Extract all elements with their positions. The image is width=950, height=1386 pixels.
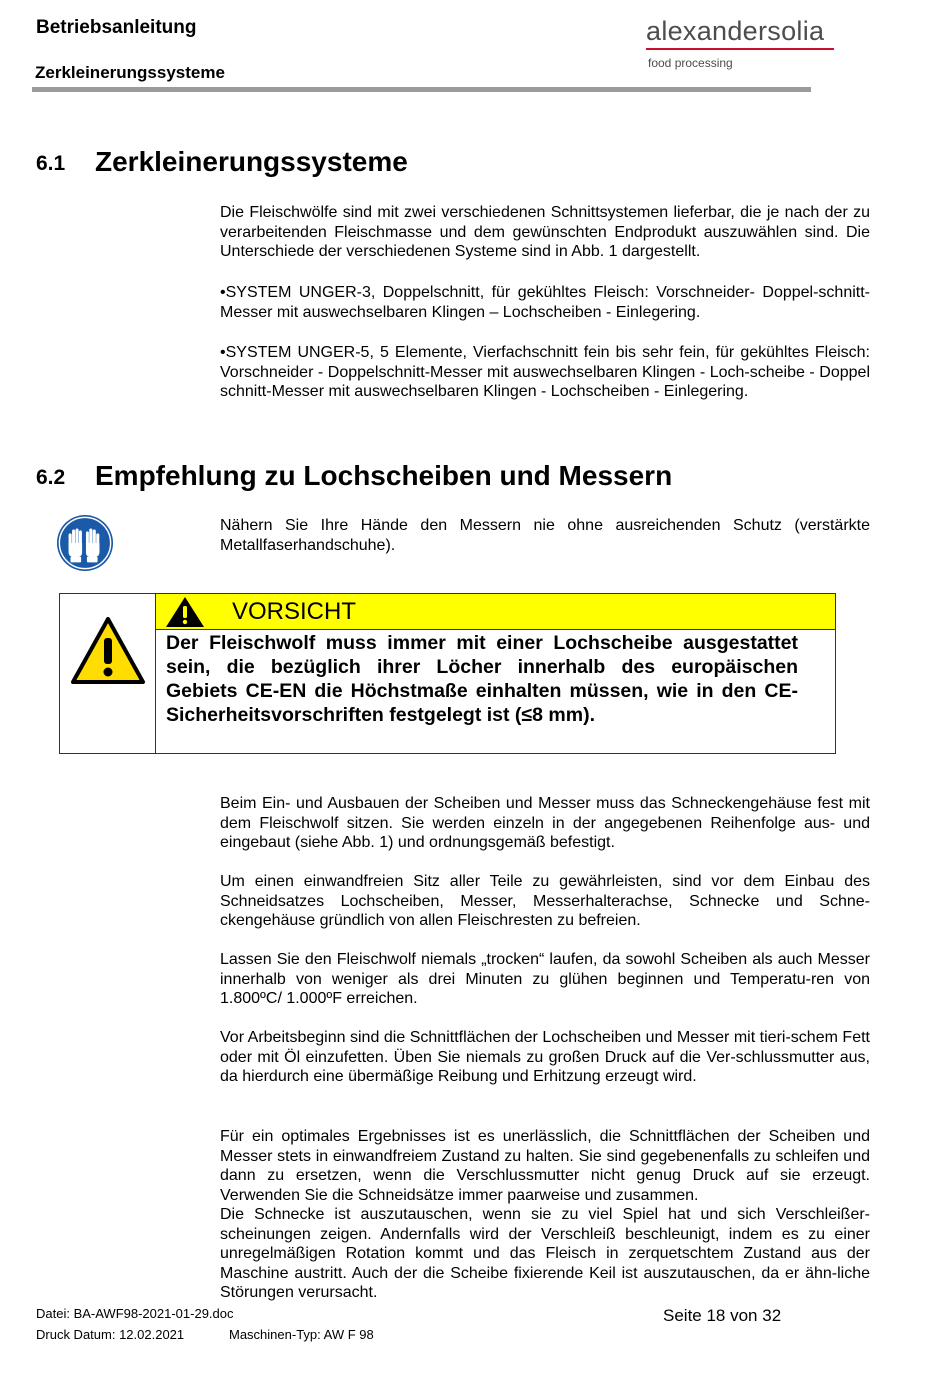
header-title: Betriebsanleitung xyxy=(36,17,197,38)
warning-triangle-icon xyxy=(70,616,146,686)
section2-title: Empfehlung zu Lochscheiben und Messern xyxy=(95,460,673,491)
section1-title: Zerkleinerungssysteme xyxy=(95,146,408,177)
logo-underline xyxy=(646,48,834,50)
section2-paragraph-3: Lassen Sie den Fleischwolf niemals „trocken“ laufen, da sowohl Scheiben als auch Messer innerhalb von weniger als drei Minuten zu glühen beginnen und Temperatu-ren von 1.800ºC/ 1.000ºF erreichen. xyxy=(220,951,870,1007)
section1-number: 6.1 xyxy=(36,152,66,175)
section2-number: 6.2 xyxy=(36,466,66,489)
page-number: Seite 18 von 32 xyxy=(663,1306,782,1325)
footer-file: Datei: BA-AWF98-2021-01-29.doc xyxy=(36,1306,234,1321)
glove-note: Nähern Sie Ihre Hände den Messern nie ohne ausreichenden Schutz (verstärkte Metallfaserhandschuhe). xyxy=(220,517,870,554)
header-rule xyxy=(32,87,811,92)
section2-paragraph-5: Für ein optimales Ergebnisses ist es unerlässlich, die Schnittflächen der Scheiben und Messer stets in einwandfreiem Zustand zu halten. Sie sind gegebenenfalls zu schleifen und dann zu ersetzen, wenn die Verschlussmutter nicht genug Druck auf sie erzeugt. Verwenden Sie die Schneidsätze immer paarweise und zusammen. xyxy=(220,1128,870,1204)
section2-paragraph-2: Um einen einwandfreien Sitz aller Teile zu gewährleisten, sind vor dem Einbau des Schneidsatzes Lochscheiben, Messer, Messerhalterachse, Schnecke und Schne-ckengehäuse gründlich von allen Fleischresten zu befreien. xyxy=(220,873,870,929)
protective-gloves-icon xyxy=(56,514,114,572)
warning-label: VORSICHT xyxy=(232,598,357,625)
warning-text: Der Fleischwolf muss immer mit einer Lochscheibe ausgestattet sein, die bezüglich ihrer Löcher innerhalb des europäischen Gebiets CE-EN die Höchstmaße einhalten müssen, wie in den CE-Sicherheitsvorschriften festgelegt ist (≤8 mm). xyxy=(166,632,798,726)
section1-paragraph-2: •SYSTEM UNGER-3, Doppelschnitt, für gekühltes Fleisch: Vorschneider- Doppel-schnitt-Messer mit auswechselbaren Klingen – Lochscheiben - Einlegering. xyxy=(220,284,870,321)
footer-machine-type: Maschinen-Typ: AW F 98 xyxy=(229,1327,374,1342)
warning-triangle-icon xyxy=(165,596,205,628)
section1-paragraph-3: •SYSTEM UNGER-5, 5 Elemente, Vierfachschnitt fein bis sehr fein, für gekühltes Fleisch: Vorschneider - Doppelschnitt-Messer mit auswechselbaren Klingen - Loch-scheibe - Doppel schnitt-Messer mit auswechselbaren Klingen - Lochscheiben - Einlegering. xyxy=(220,344,870,400)
footer-print-date: Druck Datum: 12.02.2021 xyxy=(36,1327,185,1342)
section2-paragraph-1: Beim Ein- und Ausbauen der Scheiben und Messer muss das Schneckengehäuse fest mit dem Fleischwolf sitzen. Sie werden einzeln in der angegebenen Reihenfolge aus- und eingebaut (siehe Abb. 1) und ordnungsgemäß befestigt. xyxy=(220,795,870,851)
header-subtitle: Zerkleinerungssysteme xyxy=(35,63,225,82)
logo-name: alexandersolia xyxy=(646,16,825,46)
section2-paragraph-4: Vor Arbeitsbeginn sind die Schnittflächen der Lochscheiben und Messer mit tieri-schem Fett oder mit Öl einzufetten. Üben Sie niemals zu großen Druck auf die Ver-schlussmutter aus, da hierdurch eine übermäßige Reibung und Erhitzung erzeugt wird. xyxy=(220,1029,870,1085)
section1-paragraph-1: Die Fleischwölfe sind mit zwei verschiedenen Schnittsystemen lieferbar, die je nach der zu verarbeitenden Fleischmasse und dem gewünschten Endprodukt auszuwählen sind. Die Unterschiede der verschiedenen Systeme sind in Abb. 1 dargestellt. xyxy=(220,204,870,260)
logo-tagline: food processing xyxy=(648,56,733,70)
section2-paragraph-6: Die Schnecke ist auszutauschen, wenn sie zu viel Spiel hat und sich Verschleißer-scheinungen zeigen. Andernfalls wird der Verschleiß beschleunigt, indem es zu einer unregelmäßigen Rotation kommt und das Fleisch in zerquetschtem Zustand aus der Maschine austritt. Auch der die Scheibe fixierende Keil ist auszutauschen, da er ähn-liche Störungen verursacht. xyxy=(220,1206,870,1301)
